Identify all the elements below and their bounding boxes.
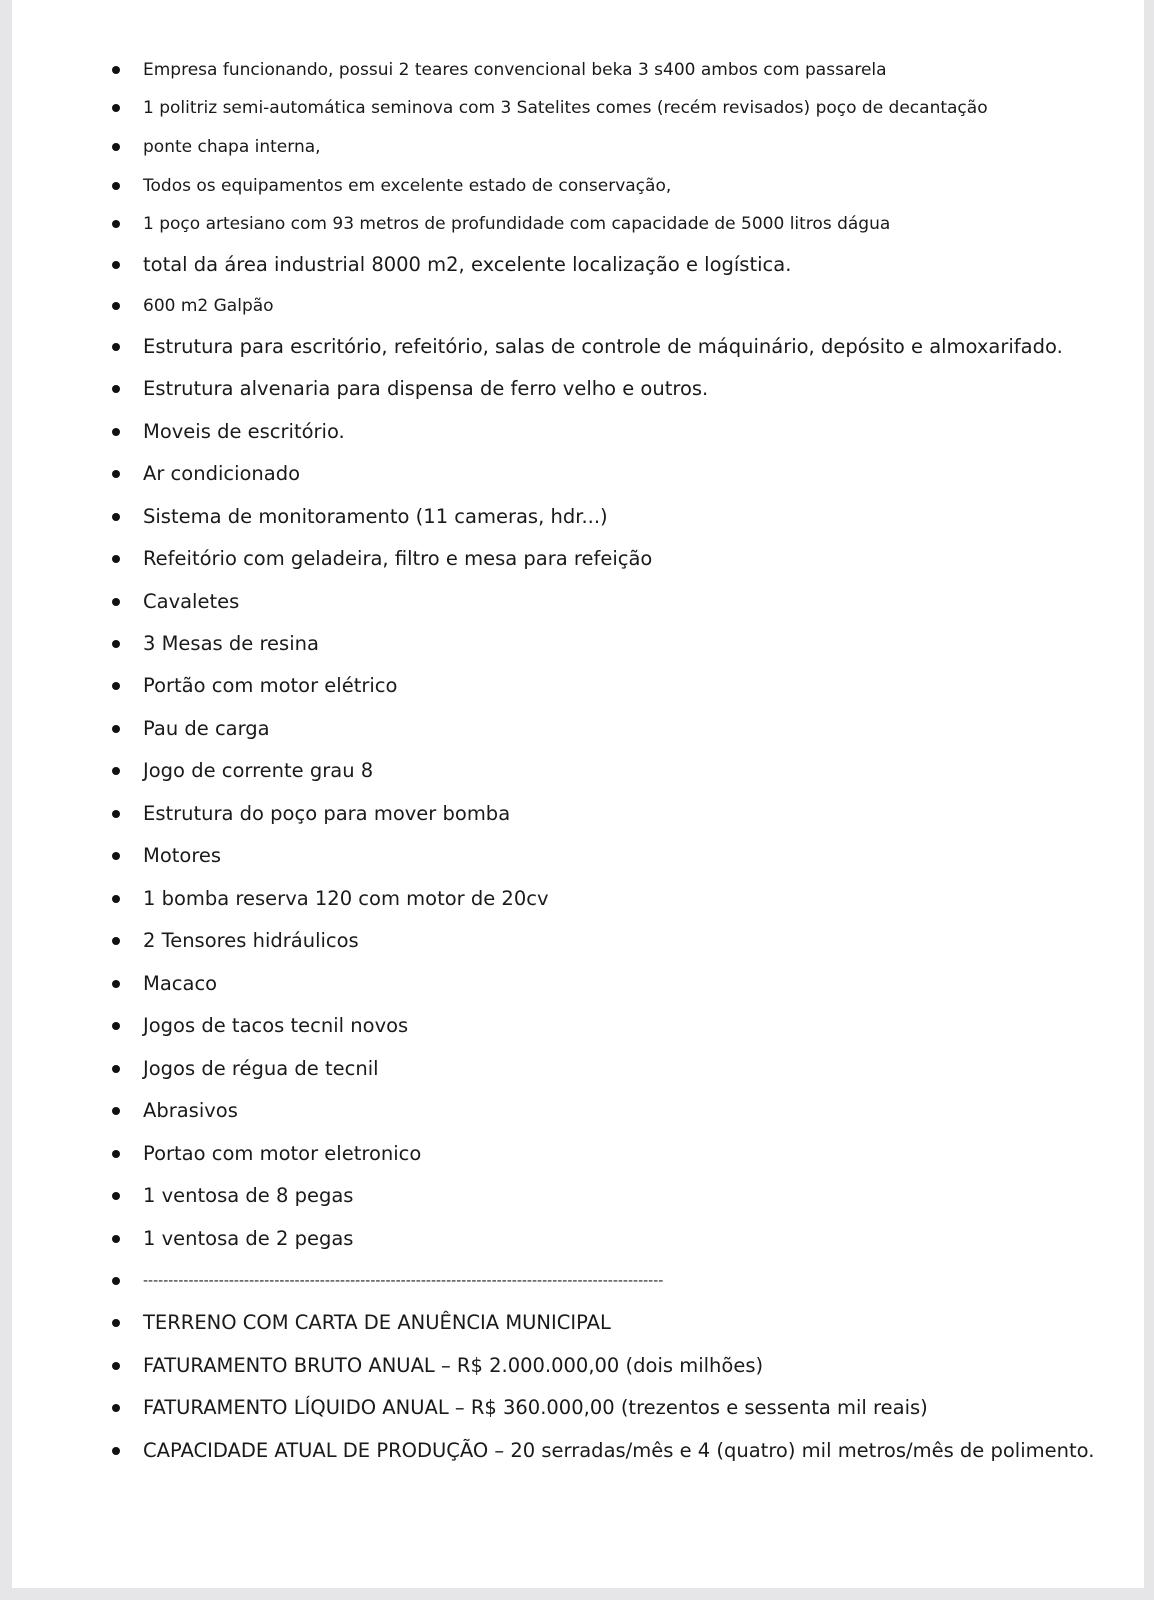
list-item	[12, 969, 1144, 999]
list-item	[12, 629, 1144, 659]
list-item-text: Jogos de tacos tecnil novos	[143, 1014, 409, 1037]
list-item	[12, 1139, 1144, 1169]
bullet-icon	[112, 980, 120, 988]
list-item	[12, 55, 1144, 85]
bullet-icon	[112, 1319, 120, 1327]
list-item-text: Ar condicionado	[143, 462, 301, 485]
bullet-icon	[112, 1362, 120, 1370]
list-item-text: Motores	[143, 844, 222, 867]
list-item	[12, 132, 1144, 162]
list-item-text: Cavaletes	[143, 590, 240, 613]
list-item	[12, 417, 1144, 447]
list-item-text: 1 politriz semi-automática seminova com 3 Satelites comes (recém revisados) poço de decantação	[143, 98, 988, 118]
bullet-icon	[112, 937, 120, 945]
bullet-icon	[112, 598, 120, 606]
bullet-icon	[112, 895, 120, 903]
bullet-icon	[112, 220, 120, 228]
list-item	[12, 671, 1144, 701]
list-item	[12, 587, 1144, 617]
bullet-icon	[112, 1192, 120, 1200]
bullet-icon	[112, 513, 120, 521]
list-item	[12, 841, 1144, 871]
bullet-icon	[112, 343, 120, 351]
list-item-text: Estrutura alvenaria para dispensa de ferro velho e outros.	[143, 377, 709, 400]
bullet-icon	[112, 1065, 120, 1073]
list-item-text: Macaco	[143, 972, 218, 995]
list-item	[12, 502, 1144, 532]
list-item-text: 1 poço artesiano com 93 metros de profundidade com capacidade de 5000 litros dágua	[143, 214, 891, 234]
bullet-icon	[112, 302, 120, 310]
list-item	[12, 714, 1144, 744]
list-item-text: Empresa funcionando, possui 2 teares convencional beka 3 s400 ambos com passarela	[143, 60, 887, 80]
list-item-text: 1 ventosa de 2 pegas	[143, 1227, 354, 1250]
list-item	[12, 332, 1144, 362]
bullet-icon	[112, 1150, 120, 1158]
list-item	[12, 1011, 1144, 1041]
document-page	[12, 0, 1144, 1588]
list-item-divider	[12, 1266, 1144, 1296]
bullet-icon	[112, 1235, 120, 1243]
list-item-text: 1 bomba reserva 120 com motor de 20cv	[143, 887, 549, 910]
list-item-text: FATURAMENTO LÍQUIDO ANUAL – R$ 360.000,00 (trezentos e sessenta mil reais)	[143, 1396, 928, 1419]
list-item-text: Portão com motor elétrico	[143, 674, 398, 697]
list-item-text: Moveis de escritório.	[143, 420, 345, 443]
list-item	[12, 544, 1144, 574]
list-item	[12, 374, 1144, 404]
bullet-icon	[112, 1022, 120, 1030]
list-item	[12, 1181, 1144, 1211]
divider-line: -------------------------------------------------------------------------------------------------------	[143, 1273, 664, 1289]
bullet-icon	[112, 143, 120, 151]
bullet-icon	[112, 104, 120, 112]
list-item	[12, 1436, 1144, 1466]
list-item	[12, 209, 1144, 239]
bullet-icon	[112, 1404, 120, 1412]
list-item-text: 1 ventosa de 8 pegas	[143, 1184, 354, 1207]
bullet-icon	[112, 1107, 120, 1115]
list-item-text: Jogo de corrente grau 8	[143, 759, 374, 782]
list-item	[12, 291, 1144, 321]
bullet-icon	[112, 555, 120, 563]
list-item-text: Estrutura do poço para mover bomba	[143, 802, 511, 825]
list-item-text: Todos os equipamentos em excelente estado de conservação,	[143, 176, 672, 196]
list-item	[12, 1054, 1144, 1084]
list-item-text: TERRENO COM CARTA DE ANUÊNCIA MUNICIPAL	[143, 1311, 611, 1334]
bullet-icon	[112, 182, 120, 190]
list-item	[12, 884, 1144, 914]
bullet-icon	[112, 1447, 120, 1455]
list-item	[12, 1224, 1144, 1254]
bullet-icon	[112, 640, 120, 648]
list-item	[12, 250, 1144, 280]
list-item-text: FATURAMENTO BRUTO ANUAL – R$ 2.000.000,00 (dois milhões)	[143, 1354, 764, 1377]
list-item	[12, 1393, 1144, 1423]
bullet-icon	[112, 470, 120, 478]
list-item-text: Pau de carga	[143, 717, 270, 740]
bullet-icon	[112, 810, 120, 818]
list-item-text: Portao com motor eletronico	[143, 1142, 422, 1165]
list-item-text: 600 m2 Galpão	[143, 296, 274, 316]
list-item	[12, 1308, 1144, 1338]
bullet-icon	[112, 767, 120, 775]
list-item	[12, 1096, 1144, 1126]
list-item	[12, 926, 1144, 956]
list-item-text: CAPACIDADE ATUAL DE PRODUÇÃO – 20 serradas/mês e 4 (quatro) mil metros/mês de polimento.	[143, 1439, 1095, 1462]
list-item-text: Estrutura para escritório, refeitório, salas de controle de máquinário, depósito e almoxarifado.	[143, 335, 1063, 358]
list-item-text: total da área industrial 8000 m2, excelente localização e logística.	[143, 253, 792, 276]
list-item-text: Sistema de monitoramento (11 cameras, hdr...)	[143, 505, 608, 528]
list-item-text: 3 Mesas de resina	[143, 632, 319, 655]
list-item	[12, 93, 1144, 123]
bullet-icon	[112, 682, 120, 690]
list-item	[12, 756, 1144, 786]
list-item-text: 2 Tensores hidráulicos	[143, 929, 359, 952]
bullet-icon	[112, 852, 120, 860]
bullet-icon	[112, 1277, 120, 1285]
list-item	[12, 799, 1144, 829]
bullet-icon	[112, 725, 120, 733]
list-item-text: ponte chapa interna,	[143, 137, 321, 157]
list-item	[12, 1351, 1144, 1381]
list-item	[12, 459, 1144, 489]
list-item	[12, 171, 1144, 201]
bullet-icon	[112, 385, 120, 393]
list-item-text: Jogos de régua de tecnil	[143, 1057, 379, 1080]
list-item-text: Refeitório com geladeira, filtro e mesa para refeição	[143, 547, 653, 570]
bullet-icon	[112, 261, 120, 269]
bullet-icon	[112, 66, 120, 74]
list-item-text: Abrasivos	[143, 1099, 238, 1122]
bullet-icon	[112, 428, 120, 436]
